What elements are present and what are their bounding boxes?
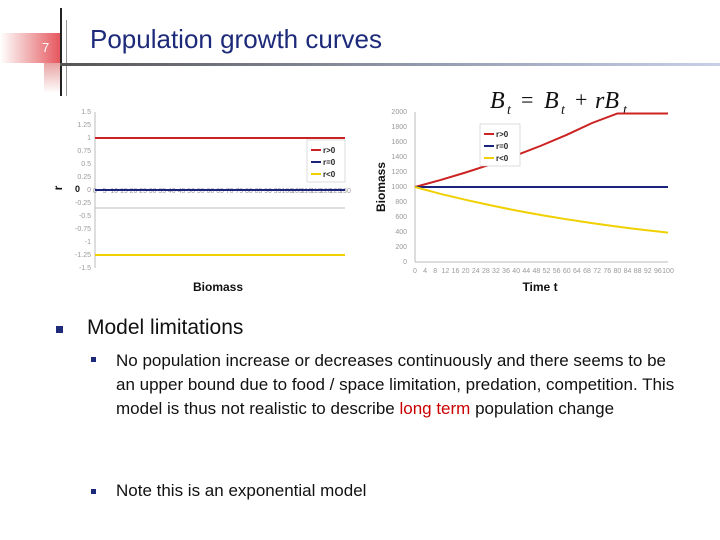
chart2-y-tick: 1600 (391, 139, 407, 146)
sub-bullet-text-2: Note this is an exponential model (116, 481, 367, 500)
chart1-y-tick: -1.5 (78, 265, 91, 272)
chart1-x-tick: 90 (264, 188, 272, 195)
chart2-legend-label: r<0 (496, 154, 509, 163)
chart2-y-tick: 1200 (391, 169, 407, 176)
chart1-y-tick: 0.25 (77, 174, 91, 181)
chart1-y-tick: -0.5 (78, 213, 91, 220)
chart2-y-title: Biomass (374, 161, 388, 213)
eq-lhs-sub: t (507, 103, 511, 118)
chart1-x-tick: 105 (291, 188, 303, 195)
chart1-x-tick: 100 (281, 188, 294, 195)
chart1-legend-label: r<0 (323, 170, 336, 179)
chart-r-vs-biomass (51, 109, 351, 294)
chart2-series-line (415, 187, 668, 233)
chart2-legend-label: r=0 (496, 142, 509, 151)
chart2-y-tick: 2000 (391, 109, 407, 116)
chart2-x-tick: 72 (593, 268, 602, 275)
chart2-x-tick: 12 (441, 268, 450, 275)
chart2-y-tick: 1400 (391, 154, 407, 161)
slide-number: 7 (42, 40, 50, 55)
chart2-legend-label: r>0 (496, 130, 509, 139)
chart2-y-tick: 1000 (391, 184, 407, 191)
slide-title: Population growth curves (90, 24, 382, 54)
chart1-y-title: r (51, 185, 65, 191)
chart1-x-tick: 70 (225, 188, 234, 195)
chart2-x-tick: 4 (423, 268, 428, 275)
chart2-x-tick: 24 (471, 268, 480, 275)
chart2-x-tick: 76 (603, 268, 612, 275)
chart2-x-tick: 16 (451, 268, 460, 275)
chart2-x-tick: 28 (481, 268, 490, 275)
eq-rhs-1: B (544, 88, 559, 114)
chart1-y-tick: -1 (84, 239, 91, 246)
chart2-x-tick: 8 (433, 268, 438, 275)
chart1-x-tick: 15 (119, 188, 128, 195)
chart1-zero-label: 0 (75, 184, 81, 194)
chart2-x-tick: 32 (492, 268, 500, 275)
chart1-y-tick: -0.75 (75, 226, 91, 233)
chart1-x-tick: 115 (310, 188, 322, 195)
chart2-x-tick: 52 (542, 268, 551, 275)
chart1-y-tick: 0.75 (77, 148, 91, 155)
chart2-x-tick: 36 (502, 268, 510, 275)
chart1-x-tick: 125 (329, 188, 342, 195)
chart1-legend-label: r=0 (323, 158, 336, 167)
chart2-series-line (415, 114, 668, 188)
chart2-x-tick: 20 (461, 268, 470, 275)
chart1-y-tick: -1.25 (75, 252, 91, 259)
chart2-x-tick: 84 (623, 268, 632, 275)
sub-bullet-1-part1: No population increase or decreases continuously and there seems to be an upper bound due to food / space limitation, predation, competition. This model is thus not realistic to describe (116, 351, 675, 418)
chart1-x-title: Biomass (192, 280, 244, 294)
chart2-y-tick: 600 (395, 214, 407, 221)
chart2-x-tick: 64 (573, 268, 581, 275)
chart2-y-tick: 1800 (391, 124, 407, 131)
chart1-legend-label: r>0 (323, 146, 336, 155)
chart1-x-tick: 35 (158, 188, 167, 195)
chart1-y-tick: 1.5 (81, 109, 91, 116)
chart1-x-tick: 10 (110, 188, 119, 195)
sub-bullet-marker-2 (91, 489, 96, 494)
chart1-y-tick: 1.25 (77, 122, 91, 129)
sub-bullet-text-1 (116, 349, 676, 421)
chart1-x-tick: 65 (216, 188, 224, 195)
sub-bullet-1-emphasis: long term (399, 399, 471, 418)
chart2-x-tick: 60 (562, 268, 571, 275)
eq-lhs: B (490, 88, 505, 114)
chart2-y-tick: 800 (395, 199, 407, 206)
chart2-y-tick: 400 (395, 229, 407, 236)
chart1-x-tick: 60 (206, 188, 215, 195)
chart1-y-tick: -0.25 (75, 200, 91, 207)
chart2-y-tick: 200 (395, 244, 407, 251)
eq-rhs-1-sub: t (561, 103, 565, 118)
chart1-y-tick: 0 (87, 187, 91, 194)
chart1-x-tick: 25 (139, 188, 147, 195)
chart1-x-tick: 55 (196, 188, 205, 195)
chart1-x-tick: 95 (273, 188, 282, 195)
chart2-x-tick: 80 (613, 268, 622, 275)
main-bullet-marker (56, 326, 63, 333)
chart1-x-tick: 130 (339, 188, 351, 195)
chart1-x-tick: 50 (187, 188, 196, 195)
chart2-x-tick: 92 (643, 268, 652, 275)
chart2-x-tick: 48 (532, 268, 541, 275)
chart1-x-tick: 85 (254, 188, 263, 195)
eq-equals: = (521, 87, 534, 112)
chart1-x-tick: 45 (177, 188, 186, 195)
chart1-x-tick: 110 (300, 188, 313, 195)
chart1-x-tick: 75 (235, 188, 244, 195)
chart2-x-tick: 56 (552, 268, 561, 275)
chart1-y-tick: 1 (87, 135, 91, 142)
chart1-x-tick: 40 (168, 188, 176, 195)
chart2-x-tick: 100 (662, 268, 674, 275)
growth-equation (490, 87, 628, 118)
eq-rhs-2-sub: t (623, 103, 627, 118)
chart2-x-tick: 40 (512, 268, 521, 275)
chart2-x-title: Time t (522, 280, 558, 294)
chart2-x-tick: 96 (653, 268, 662, 275)
sub-bullet-marker-1 (91, 357, 96, 362)
eq-rhs-2: rB (595, 88, 619, 114)
chart1-x-tick: 80 (244, 188, 253, 195)
chart2-x-tick: 0 (413, 268, 417, 275)
chart1-x-tick: 20 (129, 188, 138, 195)
eq-plus: + (575, 87, 588, 112)
main-bullet-text: Model limitations (87, 316, 244, 339)
chart1-x-tick: 0 (93, 188, 97, 195)
chart1-x-tick: 30 (148, 188, 157, 195)
chart-biomass-vs-time (374, 109, 674, 294)
sub-bullet-1-part2: population change (470, 399, 615, 418)
chart2-y-tick: 0 (403, 259, 407, 266)
chart1-x-tick: 5 (102, 188, 107, 195)
chart2-x-tick: 44 (522, 268, 531, 275)
chart2-x-tick: 68 (583, 268, 591, 275)
chart1-x-tick: 120 (319, 188, 332, 195)
chart1-y-tick: 0.5 (81, 161, 91, 168)
chart2-x-tick: 88 (633, 268, 642, 275)
